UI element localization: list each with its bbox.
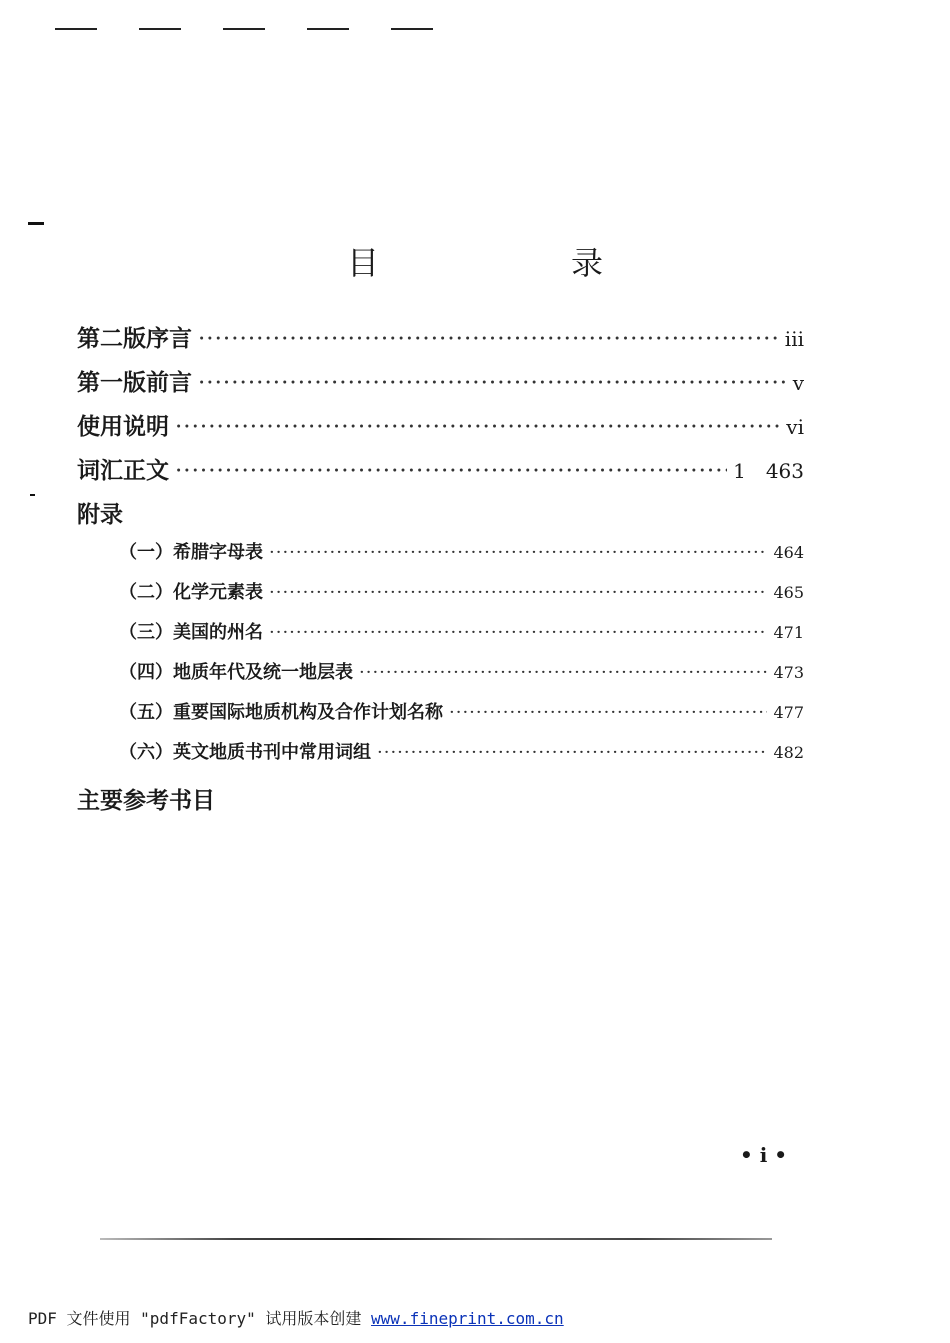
- toc-entry-label: 第一版前言: [77, 369, 192, 396]
- dot-leader: [269, 542, 767, 563]
- page-number: • i •: [740, 1143, 788, 1167]
- toc-entry-label: 地质年代及统一地层表: [173, 662, 353, 683]
- toc-entry-label: 重要国际地质机构及合作计划名称: [173, 702, 443, 723]
- toc-appendix-entry[interactable]: [77, 578, 804, 618]
- toc-entry-page: iii: [784, 327, 804, 351]
- toc-entry-label: 第二版序言: [77, 325, 192, 352]
- toc-bibliography-entry[interactable]: [77, 782, 804, 826]
- dot-leader: [175, 458, 727, 484]
- toc-entry-label: 使用说明: [77, 413, 169, 440]
- footer-text: PDF 文件使用 "pdfFactory" 试用版本创建: [28, 1309, 372, 1328]
- toc-entry-label: 希腊字母表: [173, 542, 263, 563]
- toc-entry-page: v: [792, 371, 804, 395]
- toc-appendix-entry[interactable]: [77, 618, 804, 658]
- appendix-number: （一）: [119, 542, 173, 563]
- toc-entry-page: 471: [773, 623, 804, 642]
- toc-appendix-entry[interactable]: [77, 738, 804, 778]
- appendix-number: （三）: [119, 622, 173, 643]
- toc-appendix-entry[interactable]: [77, 698, 804, 738]
- dot-leader: [175, 414, 780, 440]
- toc-entry-page: 477: [773, 703, 804, 722]
- dot-leader: [198, 326, 779, 352]
- pdf-footer: [28, 1306, 564, 1329]
- left-margin-mark: [30, 494, 35, 496]
- appendix-number: （二）: [119, 582, 173, 603]
- table-of-contents: [77, 320, 804, 826]
- appendix-heading-label: 附录: [77, 501, 123, 528]
- toc-entry-label: 美国的州名: [173, 622, 263, 643]
- dot-leader: [359, 662, 767, 683]
- toc-appendix-entry[interactable]: [77, 538, 804, 578]
- toc-entry-page: 1 463: [733, 459, 804, 483]
- appendix-number: （六）: [119, 742, 173, 763]
- dot-leader: [198, 370, 787, 396]
- toc-entry-page: 465: [773, 583, 804, 602]
- toc-entry-page: 473: [773, 663, 804, 682]
- dot-leader: [269, 582, 767, 603]
- toc-entry-page: 482: [773, 743, 804, 762]
- appendix-heading[interactable]: [77, 496, 804, 538]
- toc-entry-label: 化学元素表: [173, 582, 263, 603]
- top-scan-dashes: [55, 28, 433, 30]
- toc-entry[interactable]: [77, 408, 804, 452]
- footer-link[interactable]: www.fineprint.com.cn: [371, 1309, 564, 1328]
- toc-appendix-entry[interactable]: [77, 658, 804, 698]
- page-title: 目 录: [346, 244, 683, 282]
- toc-entry[interactable]: [77, 364, 804, 408]
- toc-entry-label: 主要参考书目: [77, 787, 215, 814]
- toc-entry-label: 词汇正文: [77, 457, 169, 484]
- dot-leader: [269, 622, 767, 643]
- toc-entry-page: vi: [786, 415, 804, 439]
- toc-entry-label: 英文地质书刊中常用词组: [173, 742, 371, 763]
- left-margin-mark: [28, 222, 44, 225]
- scan-artifact-line: [100, 1238, 772, 1240]
- dot-leader: [377, 742, 767, 763]
- toc-entry[interactable]: [77, 320, 804, 364]
- appendix-number: （五）: [119, 702, 173, 723]
- toc-entry[interactable]: [77, 452, 804, 496]
- toc-entry-page: 464: [773, 543, 804, 562]
- appendix-number: （四）: [119, 662, 173, 683]
- dot-leader: [449, 702, 767, 723]
